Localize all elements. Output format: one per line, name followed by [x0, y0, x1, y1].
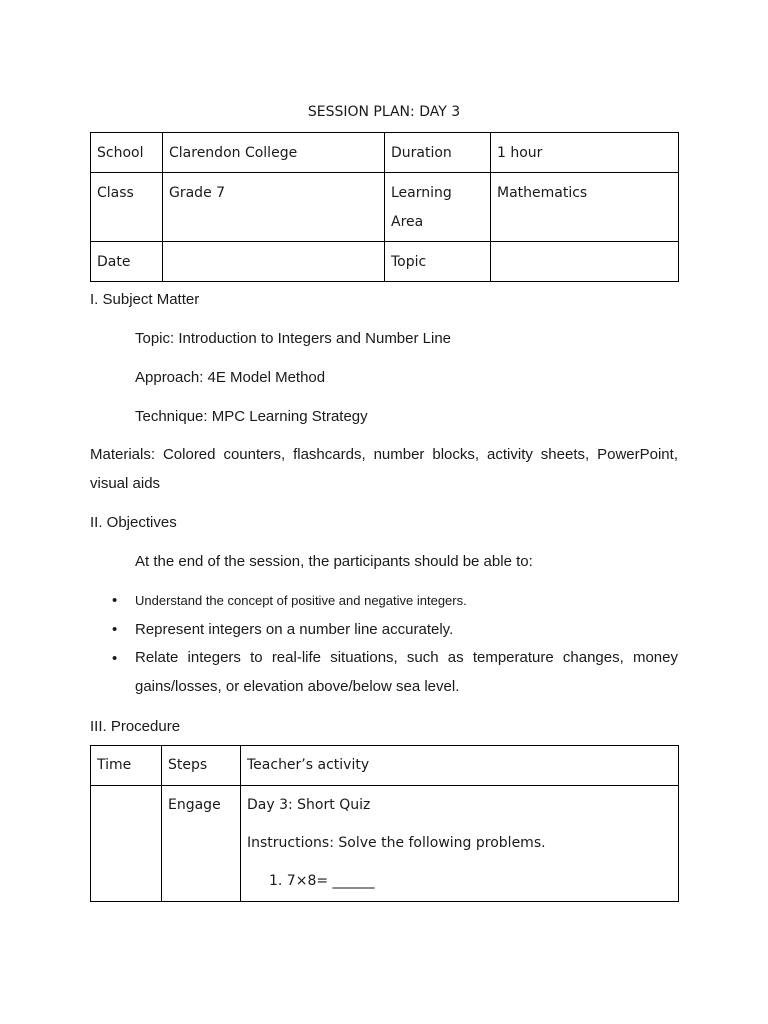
quiz-item: 1. 7×8= ______ — [269, 873, 375, 889]
row-time — [91, 786, 162, 902]
subject-topic: Topic: Introduction to Integers and Number Line — [135, 330, 452, 347]
table-row — [91, 786, 679, 902]
session-info-table — [90, 132, 679, 282]
objectives-heading: II. Objectives — [90, 514, 177, 531]
class-value: Grade 7 — [163, 173, 385, 242]
subject-technique: Technique: MPC Learning Strategy — [135, 408, 368, 425]
row-step: Engage — [162, 786, 241, 902]
table-row — [91, 173, 679, 242]
subject-materials: Materials: Colored counters, flashcards, number blocks, activity sheets, PowerPoint, visual aids — [90, 446, 678, 492]
activity-instructions: Instructions: Solve the following problems. — [247, 835, 546, 851]
page-title: SESSION PLAN: DAY 3 — [307, 104, 461, 120]
col-time-header: Time — [91, 746, 162, 786]
procedure-heading: III. Procedure — [90, 718, 181, 735]
school-value: Clarendon College — [163, 133, 385, 173]
objectives-intro: At the end of the session, the participants should be able to: — [135, 553, 533, 570]
class-label: Class — [91, 173, 163, 242]
date-label: Date — [91, 242, 163, 282]
learning-area-value: Mathematics — [491, 173, 679, 242]
activity-title: Day 3: Short Quiz — [247, 797, 371, 813]
table-row — [91, 133, 679, 173]
col-steps-header: Steps — [162, 746, 241, 786]
subject-matter-heading: I. Subject Matter — [90, 291, 200, 308]
topic-value — [491, 242, 679, 282]
school-label: School — [91, 133, 163, 173]
duration-value: 1 hour — [491, 133, 679, 173]
duration-label: Duration — [385, 133, 491, 173]
objective-item: Relate integers to real-life situations, such as temperature changes, money gains/losses, or elevation above/below sea level. — [135, 649, 678, 695]
objective-item: Understand the concept of positive and negative integers. — [135, 593, 467, 608]
learning-area-label: Learning Area — [385, 173, 491, 242]
row-activity — [241, 786, 679, 902]
bullet-symbol: • — [112, 592, 118, 609]
objective-item: Represent integers on a number line accurately. — [135, 621, 454, 638]
subject-approach: Approach: 4E Model Method — [135, 369, 326, 386]
table-row — [91, 746, 679, 786]
bullet-symbol: • — [112, 650, 118, 667]
bullet-symbol: • — [112, 621, 118, 638]
col-activity-header: Teacher’s activity — [241, 746, 679, 786]
date-value — [163, 242, 385, 282]
procedure-table — [90, 745, 679, 902]
table-row — [91, 242, 679, 282]
topic-label: Topic — [385, 242, 491, 282]
